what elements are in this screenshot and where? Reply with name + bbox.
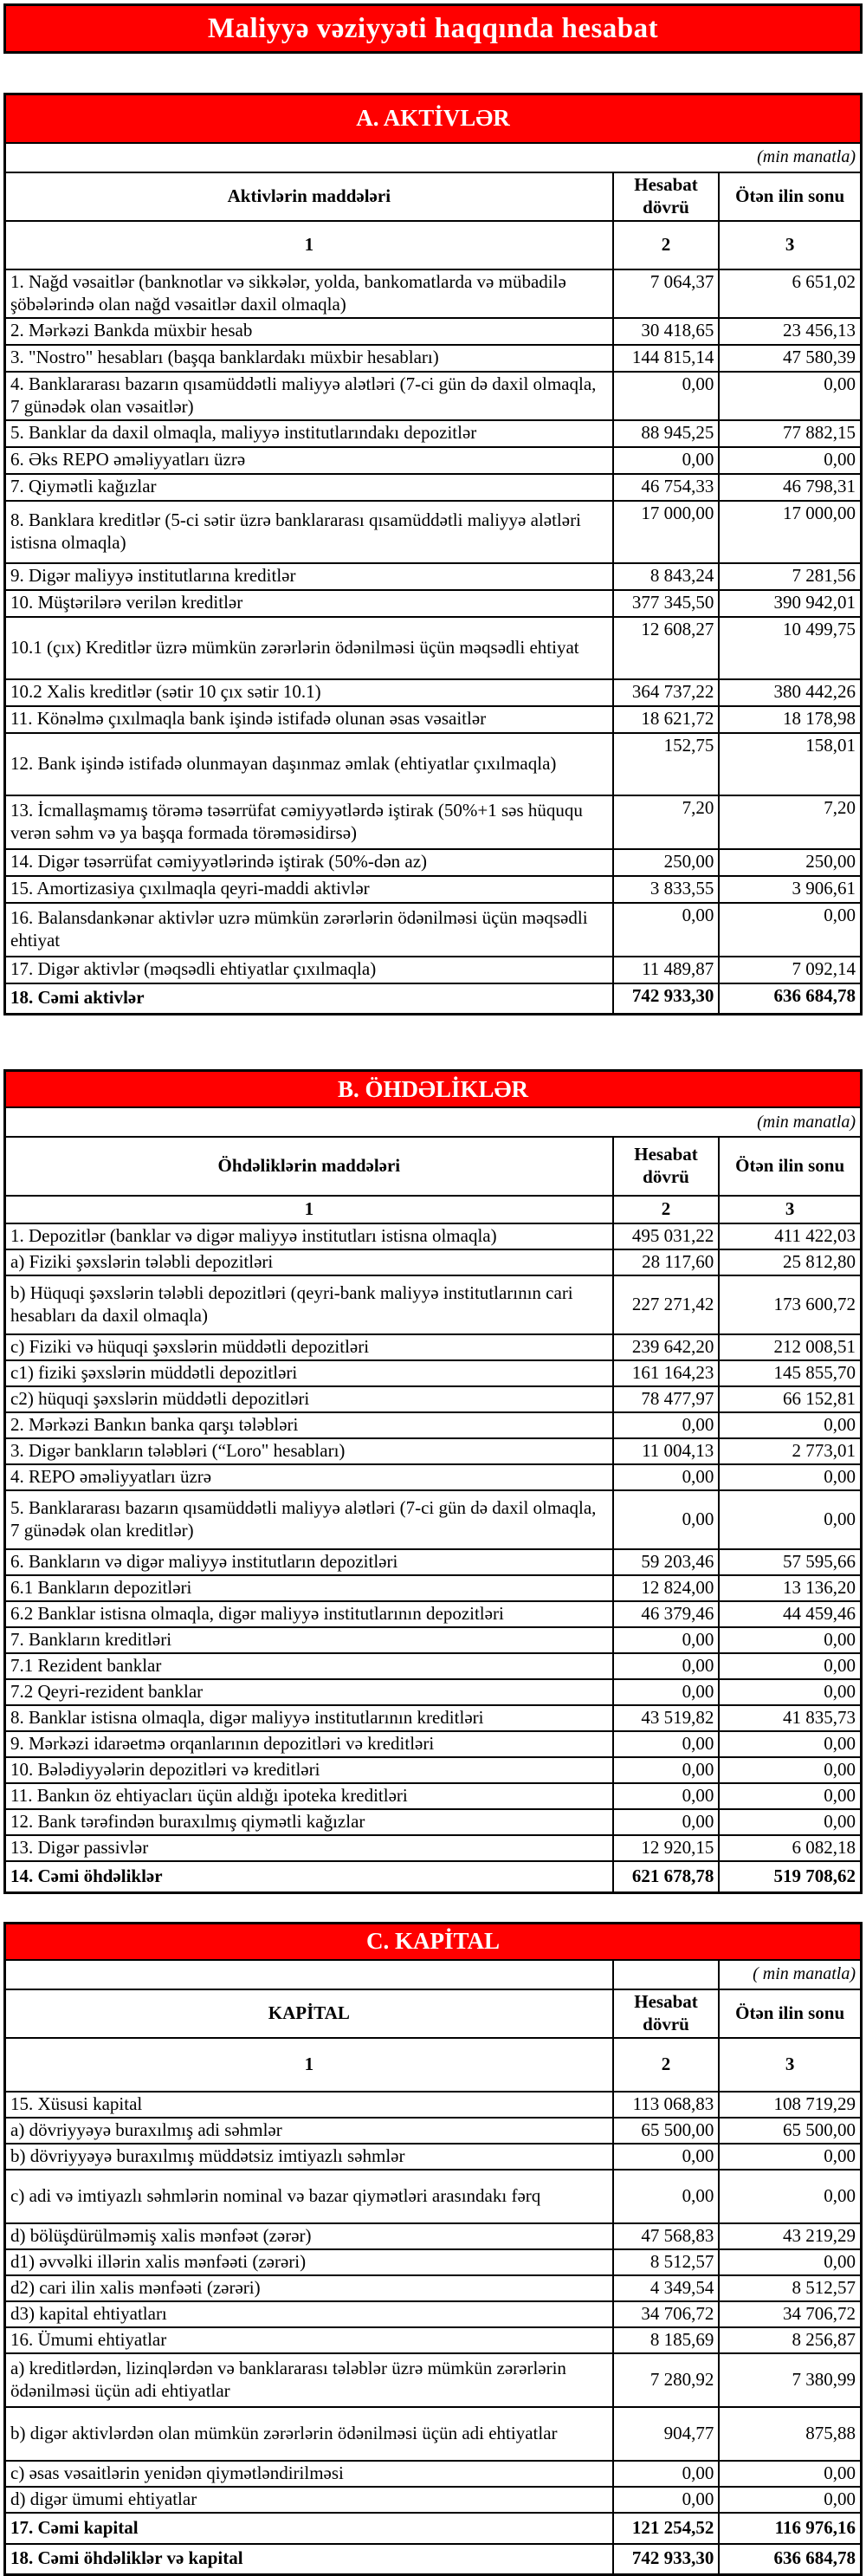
table-row — [5, 2118, 862, 2144]
value-previous-cell: 0,00 — [719, 1809, 861, 1835]
value-previous-cell: 25 812,80 — [719, 1249, 861, 1275]
row-label-cell: d1) əvvəlki illərin xalis mənfəəti (zərəri) — [5, 2249, 613, 2275]
table-row — [5, 1438, 862, 1464]
table-row — [5, 1575, 862, 1601]
value-previous-cell: 0,00 — [719, 1757, 861, 1783]
value-previous-cell: 0,00 — [719, 447, 861, 474]
value-current-cell: 121 254,52 — [613, 2513, 720, 2544]
table-row — [5, 1249, 862, 1275]
value-previous-cell: 34 706,72 — [719, 2301, 861, 2327]
row-label-cell: 15. Xüsusi kapital — [5, 2092, 613, 2118]
row-label-cell: 18. Cəmi aktivlər — [5, 983, 613, 1015]
row-label-cell: 13. İcmallaşmamış törəmə təsərrüfat cəmiyyətlərdə iştirak (50%+1 səs hüququ verən səhm və ya başqa formada törəməsidirsə) — [5, 795, 613, 849]
value-previous-cell: 65 500,00 — [719, 2118, 861, 2144]
table-row — [5, 1653, 862, 1679]
value-previous-cell: 0,00 — [719, 1653, 861, 1679]
row-label-cell: 10. Müştərilərə verilən kreditlər — [5, 590, 613, 617]
table-row — [5, 2170, 862, 2223]
row-label-cell: 8. Banklar istisna olmaqla, digər maliyyə institutlarının kreditləri — [5, 1705, 613, 1731]
value-current-cell: 88 945,25 — [613, 420, 720, 447]
value-current-cell: 65 500,00 — [613, 2118, 720, 2144]
table-row — [5, 1731, 862, 1757]
row-label-cell: 6.1 Bankların depozitləri — [5, 1575, 613, 1601]
row-label-cell: d2) cari ilin xalis mənfəəti (zərəri) — [5, 2275, 613, 2301]
value-current-cell: 18 621,72 — [613, 706, 720, 733]
table-row — [5, 1386, 862, 1412]
value-previous-cell: 411 422,03 — [719, 1223, 861, 1249]
value-current-cell: 0,00 — [613, 2170, 720, 2223]
table-row — [5, 420, 862, 447]
row-label-cell: c) əsas vəsaitlərin yenidən qiymətləndirilməsi — [5, 2461, 613, 2487]
index-cell-2: 2 — [613, 2038, 720, 2092]
index-row — [5, 1196, 862, 1223]
value-current-cell: 0,00 — [613, 1412, 720, 1438]
value-previous-cell: 0,00 — [719, 2144, 861, 2170]
value-previous-cell: 0,00 — [719, 1464, 861, 1490]
value-previous-cell: 0,00 — [719, 2249, 861, 2275]
section-c-table — [3, 1922, 863, 2576]
period-header-cell: Hesabat dövrü — [613, 1989, 720, 2038]
table-row — [5, 2092, 862, 2118]
value-previous-cell: 43 219,29 — [719, 2223, 861, 2249]
table-row — [5, 345, 862, 372]
value-current-cell: 0,00 — [613, 1809, 720, 1835]
value-previous-cell: 7,20 — [719, 795, 861, 849]
value-previous-cell: 212 008,51 — [719, 1334, 861, 1360]
row-label-cell: 11. Könəlmə çıxılmaqla bank işində istifadə olunan əsas vəsaitlər — [5, 706, 613, 733]
table-row — [5, 1490, 862, 1549]
report-title-banner — [3, 3, 863, 54]
row-label-cell: 4. REPO əməliyyatları üzrə — [5, 1464, 613, 1490]
value-current-cell: 12 920,15 — [613, 1835, 720, 1861]
value-previous-cell: 46 798,31 — [719, 474, 861, 501]
value-current-cell: 8 512,57 — [613, 2249, 720, 2275]
value-current-cell: 7,20 — [613, 795, 720, 849]
value-current-cell: 621 678,78 — [613, 1861, 720, 1892]
section-b-banner: B. ÖHDƏLİKLƏR — [5, 1071, 862, 1108]
index-cell-3: 3 — [719, 1196, 861, 1223]
table-row — [5, 1783, 862, 1809]
value-current-cell: 495 031,22 — [613, 1223, 720, 1249]
value-current-cell: 8 185,69 — [613, 2327, 720, 2353]
value-current-cell: 28 117,60 — [613, 1249, 720, 1275]
value-previous-cell: 41 835,73 — [719, 1705, 861, 1731]
value-current-cell: 0,00 — [613, 1490, 720, 1549]
value-current-cell: 0,00 — [613, 1783, 720, 1809]
value-current-cell: 113 068,83 — [613, 2092, 720, 2118]
unit-row-empty-cell — [5, 1960, 613, 1989]
row-label-cell: c1) fiziki şəxslərin müddətli depozitləri — [5, 1360, 613, 1386]
index-cell-1: 1 — [5, 2038, 613, 2092]
row-label-cell: 7.1 Rezident banklar — [5, 1653, 613, 1679]
value-current-cell: 3 833,55 — [613, 876, 720, 903]
value-current-cell: 8 843,24 — [613, 563, 720, 590]
value-current-cell: 12 608,27 — [613, 617, 720, 679]
table-row — [5, 501, 862, 563]
table-row — [5, 1627, 862, 1653]
value-previous-cell: 6 082,18 — [719, 1835, 861, 1861]
value-current-cell: 78 477,97 — [613, 1386, 720, 1412]
unit-note: (min manatla) — [5, 143, 862, 172]
value-current-cell: 0,00 — [613, 447, 720, 474]
index-cell-1: 1 — [5, 1196, 613, 1223]
row-label-cell: 12. Bank işində istifadə olunmayan daşınmaz əmlak (ehtiyatlar çıxılmaqla) — [5, 733, 613, 795]
value-previous-cell: 380 442,26 — [719, 679, 861, 706]
value-current-cell: 11 004,13 — [613, 1438, 720, 1464]
row-label-cell: 10. Bələdiyyələrin depozitləri və kreditləri — [5, 1757, 613, 1783]
unit-row-empty-cell — [613, 1960, 720, 1989]
row-label-cell: a) dövriyyəyə buraxılmış adi səhmlər — [5, 2118, 613, 2144]
value-previous-cell: 0,00 — [719, 1783, 861, 1809]
table-row — [5, 1601, 862, 1627]
value-previous-cell: 116 976,16 — [719, 2513, 861, 2544]
table-row — [5, 1549, 862, 1575]
value-previous-cell: 3 906,61 — [719, 876, 861, 903]
table-row — [5, 2513, 862, 2544]
prev-header-cell: Ötən ilin sonu — [719, 1137, 861, 1196]
row-label-cell: 5. Banklararası bazarın qısamüddətli maliyyə alətləri (7-ci gün də daxil olmaqla, 7 günədək olan kreditlər) — [5, 1490, 613, 1549]
value-current-cell: 377 345,50 — [613, 590, 720, 617]
row-label-cell: a) Fiziki şəxslərin tələbli depozitləri — [5, 1249, 613, 1275]
table-row — [5, 2353, 862, 2407]
value-previous-cell: 0,00 — [719, 1412, 861, 1438]
row-label-cell: 15. Amortizasiya çıxılmaqla qeyri-maddi aktivlər — [5, 876, 613, 903]
value-current-cell: 7 280,92 — [613, 2353, 720, 2407]
value-current-cell: 7 064,37 — [613, 269, 720, 318]
table-row — [5, 983, 862, 1015]
value-current-cell: 0,00 — [613, 903, 720, 957]
table-row — [5, 2223, 862, 2249]
value-current-cell: 152,75 — [613, 733, 720, 795]
value-previous-cell: 173 600,72 — [719, 1275, 861, 1334]
row-label-cell: c) Fiziki və hüquqi şəxslərin müddətli depozitləri — [5, 1334, 613, 1360]
table-row — [5, 372, 862, 420]
table-row — [5, 2487, 862, 2513]
row-label-cell: 7. Qiymətli kağızlar — [5, 474, 613, 501]
row-label-cell: 7.2 Qeyri-rezident banklar — [5, 1679, 613, 1705]
row-label-cell: c2) hüquqi şəxslərin müddətli depozitləri — [5, 1386, 613, 1412]
row-label-cell: 7. Bankların kreditləri — [5, 1627, 613, 1653]
value-current-cell: 34 706,72 — [613, 2301, 720, 2327]
row-label-cell: 8. Banklara kreditlər (5-ci sətir üzrə banklararası qısamüddətli maliyyə alətləri istisna olmaqla) — [5, 501, 613, 563]
table-row — [5, 1412, 862, 1438]
row-label-cell: 10.2 Xalis kreditlər (sətir 10 çıx sətir 10.1) — [5, 679, 613, 706]
value-previous-cell: 17 000,00 — [719, 501, 861, 563]
value-previous-cell: 6 651,02 — [719, 269, 861, 318]
value-current-cell: 0,00 — [613, 2144, 720, 2170]
table-row — [5, 1705, 862, 1731]
value-current-cell: 11 489,87 — [613, 957, 720, 983]
table-row — [5, 2275, 862, 2301]
value-previous-cell: 250,00 — [719, 849, 861, 876]
row-label-cell: 9. Mərkəzi idarəetmə orqanlarının depozitləri və kreditləri — [5, 1731, 613, 1757]
section-b-table — [3, 1069, 863, 1894]
index-row — [5, 2038, 862, 2092]
table-row — [5, 2544, 862, 2575]
value-previous-cell: 108 719,29 — [719, 2092, 861, 2118]
row-label-cell: d) bölüşdürülməmiş xalis mənfəət (zərər) — [5, 2223, 613, 2249]
index-cell-3: 3 — [719, 221, 861, 269]
row-label-cell: 10.1 (çıx) Kreditlər üzrə mümkün zərərlərin ödənilməsi üçün məqsədli ehtiyat — [5, 617, 613, 679]
value-previous-cell: 0,00 — [719, 1627, 861, 1653]
table-row — [5, 1835, 862, 1861]
value-previous-cell: 0,00 — [719, 1679, 861, 1705]
period-header-cell: Hesabat dövrü — [613, 1137, 720, 1196]
value-current-cell: 0,00 — [613, 2487, 720, 2513]
value-previous-cell: 0,00 — [719, 372, 861, 420]
row-label-cell: c) adi və imtiyazlı səhmlərin nominal və bazar qiymətləri arasındakı fərq — [5, 2170, 613, 2223]
value-previous-cell: 636 684,78 — [719, 2544, 861, 2575]
row-label-cell: 14. Cəmi öhdəliklər — [5, 1861, 613, 1892]
value-previous-cell: 0,00 — [719, 2170, 861, 2223]
index-row — [5, 221, 862, 269]
value-previous-cell: 519 708,62 — [719, 1861, 861, 1892]
table-row — [5, 318, 862, 345]
row-label-cell: 11. Bankın öz ehtiyacları üçün aldığı ipoteka kreditləri — [5, 1783, 613, 1809]
table-row — [5, 706, 862, 733]
value-current-cell: 0,00 — [613, 1731, 720, 1757]
row-label-cell: 2. Mərkəzi Bankın banka qarşı tələbləri — [5, 1412, 613, 1438]
value-current-cell: 161 164,23 — [613, 1360, 720, 1386]
value-current-cell: 904,77 — [613, 2407, 720, 2461]
value-current-cell: 0,00 — [613, 1627, 720, 1653]
section-c-banner: C. KAPİTAL — [5, 1923, 862, 1960]
row-label-cell: 6.2 Banklar istisna olmaqla, digər maliyyə institutlarının depozitləri — [5, 1601, 613, 1627]
value-previous-cell: 2 773,01 — [719, 1438, 861, 1464]
items-header-cell: Aktivlərin maddələri — [5, 172, 613, 221]
row-label-cell: 2. Mərkəzi Bankda müxbir hesab — [5, 318, 613, 345]
row-label-cell: 14. Digər təsərrüfat cəmiyyətlərində iştirak (50%-dən az) — [5, 849, 613, 876]
value-previous-cell: 0,00 — [719, 1731, 861, 1757]
table-row — [5, 1360, 862, 1386]
row-label-cell: d) digər ümumi ehtiyatlar — [5, 2487, 613, 2513]
value-current-cell: 12 824,00 — [613, 1575, 720, 1601]
period-header-cell: Hesabat dövrü — [613, 172, 720, 221]
value-previous-cell: 47 580,39 — [719, 345, 861, 372]
value-previous-cell: 636 684,78 — [719, 983, 861, 1015]
value-current-cell: 0,00 — [613, 1653, 720, 1679]
value-current-cell: 239 642,20 — [613, 1334, 720, 1360]
table-row — [5, 590, 862, 617]
row-label-cell: 17. Cəmi kapital — [5, 2513, 613, 2544]
value-previous-cell: 66 152,81 — [719, 1386, 861, 1412]
table-row — [5, 563, 862, 590]
value-previous-cell: 57 595,66 — [719, 1549, 861, 1575]
row-label-cell: 16. Ümumi ehtiyatlar — [5, 2327, 613, 2353]
value-current-cell: 30 418,65 — [613, 318, 720, 345]
table-row — [5, 849, 862, 876]
row-label-cell: b) Hüquqi şəxslərin tələbli depozitləri (qeyri-bank maliyyə institutlarının cari hesabları da daxil olmaqla) — [5, 1275, 613, 1334]
value-previous-cell: 44 459,46 — [719, 1601, 861, 1627]
table-row — [5, 903, 862, 957]
value-previous-cell: 8 256,87 — [719, 2327, 861, 2353]
value-previous-cell: 158,01 — [719, 733, 861, 795]
table-row — [5, 2407, 862, 2461]
row-label-cell: 18. Cəmi öhdəliklər və kapital — [5, 2544, 613, 2575]
row-label-cell: b) dövriyyəyə buraxılmış müddətsiz imtiyazlı səhmlər — [5, 2144, 613, 2170]
table-row — [5, 617, 862, 679]
value-previous-cell: 390 942,01 — [719, 590, 861, 617]
value-current-cell: 364 737,22 — [613, 679, 720, 706]
value-previous-cell: 0,00 — [719, 903, 861, 957]
value-previous-cell: 23 456,13 — [719, 318, 861, 345]
table-row — [5, 733, 862, 795]
table-row — [5, 1861, 862, 1892]
value-current-cell: 59 203,46 — [613, 1549, 720, 1575]
value-current-cell: 742 933,30 — [613, 983, 720, 1015]
value-previous-cell: 10 499,75 — [719, 617, 861, 679]
table-row — [5, 1679, 862, 1705]
value-current-cell: 46 379,46 — [613, 1601, 720, 1627]
row-label-cell: 13. Digər passivlər — [5, 1835, 613, 1861]
row-label-cell: 9. Digər maliyyə institutlarına kreditlər — [5, 563, 613, 590]
value-current-cell: 47 568,83 — [613, 2223, 720, 2249]
table-row — [5, 2327, 862, 2353]
table-row — [5, 679, 862, 706]
index-cell-2: 2 — [613, 221, 720, 269]
prev-header-cell: Ötən ilin sonu — [719, 1989, 861, 2038]
value-current-cell: 17 000,00 — [613, 501, 720, 563]
index-cell-1: 1 — [5, 221, 613, 269]
table-row — [5, 2461, 862, 2487]
table-row — [5, 1334, 862, 1360]
table-row — [5, 1464, 862, 1490]
value-current-cell: 0,00 — [613, 372, 720, 420]
value-current-cell: 250,00 — [613, 849, 720, 876]
table-row — [5, 269, 862, 318]
row-label-cell: 5. Banklar da daxil olmaqla, maliyyə institutlarındakı depozitlər — [5, 420, 613, 447]
row-label-cell: 1. Nağd vəsaitlər (banknotlar və sikkələr, yolda, bankomatlarda və mübadilə şöbələrində olan nağd vəsaitlər daxil olmaqla) — [5, 269, 613, 318]
row-label-cell: 17. Digər aktivlər (məqsədli ehtiyatlar çıxılmaqla) — [5, 957, 613, 983]
value-current-cell: 227 271,42 — [613, 1275, 720, 1334]
row-label-cell: 3. "Nostro" hesabları (başqa banklardakı müxbir hesabları) — [5, 345, 613, 372]
row-label-cell: 6. Bankların və digər maliyyə institutların depozitləri — [5, 1549, 613, 1575]
items-header-cell: KAPİTAL — [5, 1989, 613, 2038]
table-row — [5, 1223, 862, 1249]
row-label-cell: 1. Depozitlər (banklar və digər maliyyə institutları istisna olmaqla) — [5, 1223, 613, 1249]
index-cell-2: 2 — [613, 1196, 720, 1223]
table-row — [5, 1757, 862, 1783]
value-current-cell: 4 349,54 — [613, 2275, 720, 2301]
table-row — [5, 795, 862, 849]
section-c — [0, 1922, 866, 2576]
row-label-cell: d3) kapital ehtiyatları — [5, 2301, 613, 2327]
items-header-cell: Öhdəliklərin maddələri — [5, 1137, 613, 1196]
value-previous-cell: 77 882,15 — [719, 420, 861, 447]
value-previous-cell: 0,00 — [719, 1490, 861, 1549]
table-row — [5, 957, 862, 983]
value-current-cell: 46 754,33 — [613, 474, 720, 501]
value-previous-cell: 145 855,70 — [719, 1360, 861, 1386]
row-label-cell: a) kreditlərdən, lizinqlərdən və banklararası tələblər üzrə mümkün zərərlərin ödənilməsi üçün adi ehtiyatlar — [5, 2353, 613, 2407]
prev-header-cell: Ötən ilin sonu — [719, 172, 861, 221]
value-previous-cell: 13 136,20 — [719, 1575, 861, 1601]
section-b — [0, 1069, 866, 1894]
index-cell-3: 3 — [719, 2038, 861, 2092]
table-row — [5, 2301, 862, 2327]
row-label-cell: 6. Əks REPO əməliyyatları üzrə — [5, 447, 613, 474]
value-previous-cell: 0,00 — [719, 2487, 861, 2513]
row-label-cell: b) digər aktivlərdən olan mümkün zərərlərin ödənilməsi üçün adi ehtiyatlar — [5, 2407, 613, 2461]
table-row — [5, 876, 862, 903]
value-previous-cell: 875,88 — [719, 2407, 861, 2461]
value-previous-cell: 18 178,98 — [719, 706, 861, 733]
table-row — [5, 1809, 862, 1835]
value-previous-cell: 7 092,14 — [719, 957, 861, 983]
table-row — [5, 447, 862, 474]
section-a — [0, 93, 866, 1015]
unit-note: (min manatla) — [5, 1107, 862, 1137]
value-current-cell: 0,00 — [613, 1757, 720, 1783]
row-label-cell: 16. Balansdankənar aktivlər uzrə mümkün zərərlərin ödənilməsi üçün məqsədli ehtiyat — [5, 903, 613, 957]
value-current-cell: 144 815,14 — [613, 345, 720, 372]
table-row — [5, 474, 862, 501]
unit-note: ( min manatla) — [719, 1960, 861, 1989]
value-previous-cell: 7 380,99 — [719, 2353, 861, 2407]
table-row — [5, 1275, 862, 1334]
report-title: Maliyyə vəziyyəti haqqında hesabat — [208, 13, 658, 45]
value-current-cell: 0,00 — [613, 1464, 720, 1490]
row-label-cell: 12. Bank tərəfindən buraxılmış qiymətli kağızlar — [5, 1809, 613, 1835]
value-current-cell: 0,00 — [613, 2461, 720, 2487]
section-a-table — [3, 93, 863, 1015]
value-current-cell: 43 519,82 — [613, 1705, 720, 1731]
section-a-banner: A. AKTİVLƏR — [5, 94, 862, 143]
value-previous-cell: 8 512,57 — [719, 2275, 861, 2301]
value-previous-cell: 0,00 — [719, 2461, 861, 2487]
row-label-cell: 3. Digər bankların tələbləri (“Loro" hesabları) — [5, 1438, 613, 1464]
value-current-cell: 742 933,30 — [613, 2544, 720, 2575]
value-previous-cell: 7 281,56 — [719, 563, 861, 590]
row-label-cell: 4. Banklararası bazarın qısamüddətli maliyyə alətləri (7-ci gün də daxil olmaqla, 7 günədək olan vəsaitlər) — [5, 372, 613, 420]
value-current-cell: 0,00 — [613, 1679, 720, 1705]
table-row — [5, 2249, 862, 2275]
table-row — [5, 2144, 862, 2170]
